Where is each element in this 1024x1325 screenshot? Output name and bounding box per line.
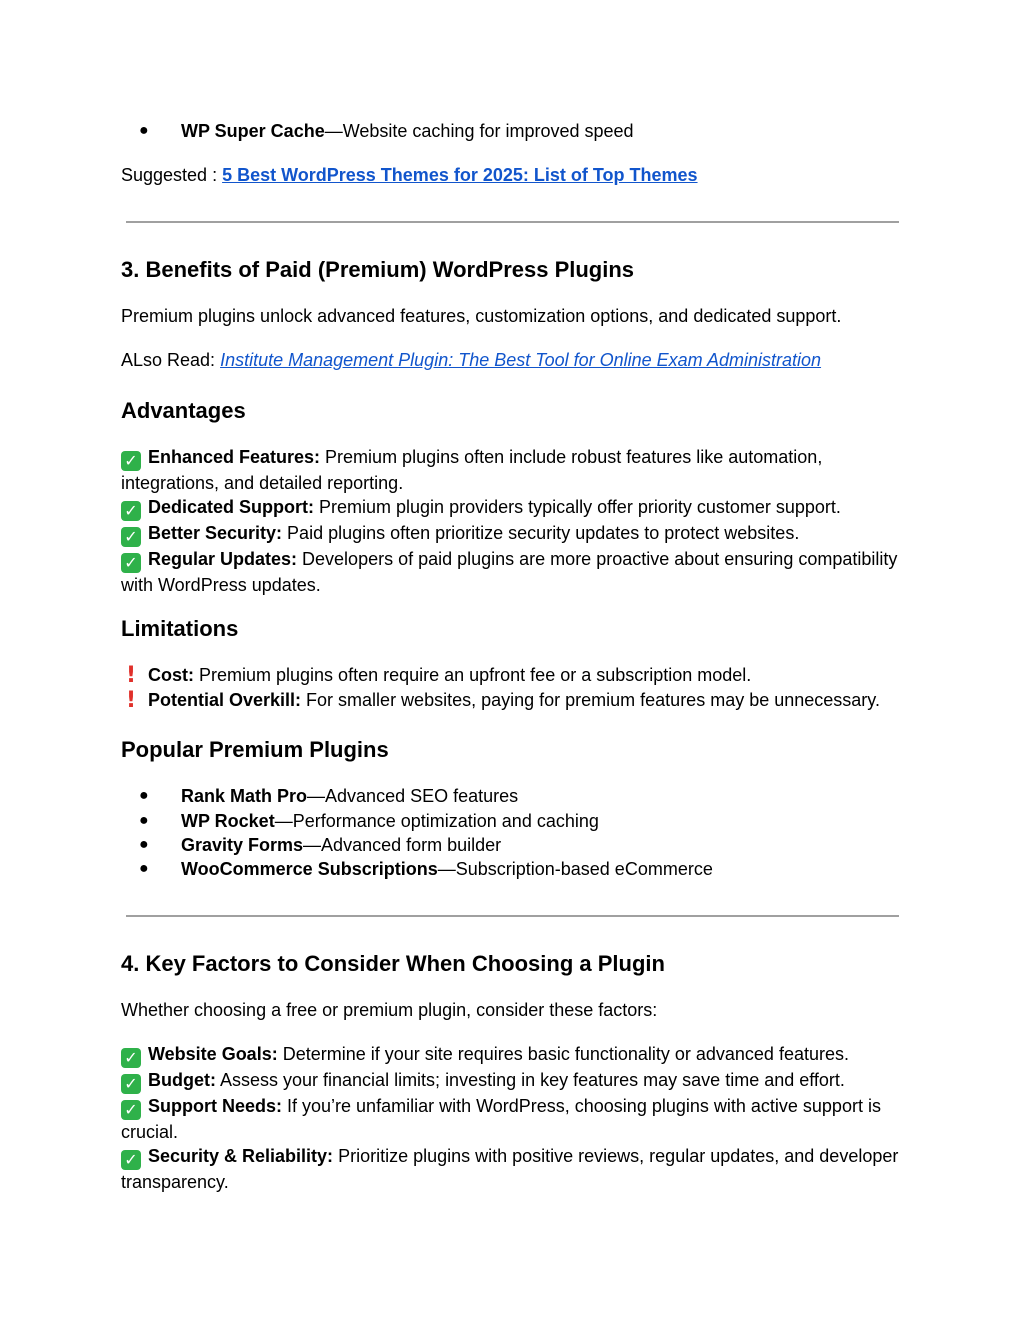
item-text: Prioritize plugins with positive reviews, regular updates, and developer transparency. xyxy=(121,1146,899,1193)
dash: — xyxy=(324,121,343,141)
subheading-advantages: Advantages xyxy=(121,398,246,423)
check-icon: ✓ xyxy=(121,1048,141,1068)
list-item xyxy=(181,119,634,143)
bullet-marker: ● xyxy=(139,122,149,139)
item-label: Better Security: xyxy=(148,523,283,544)
list-item xyxy=(181,857,713,881)
plugin-name: Rank Math Pro xyxy=(181,786,308,806)
plugin-desc: Advanced SEO features xyxy=(325,786,519,806)
factors-list xyxy=(121,1042,901,1195)
item-label: Potential Overkill: xyxy=(148,690,302,711)
item-text: Premium plugins often include robust features like automation, integrations, and detailed reporting. xyxy=(121,447,823,493)
plugin-desc: Performance optimization and caching xyxy=(292,811,599,831)
dash: — xyxy=(274,811,293,831)
plugin-desc: Subscription-based eCommerce xyxy=(455,859,713,879)
item-label: Support Needs: xyxy=(148,1096,283,1116)
item-label: Dedicated Support: xyxy=(148,497,315,518)
item-text: Determine if your site requires basic functionality or advanced features. xyxy=(277,1044,849,1064)
plugin-desc: Advanced form builder xyxy=(321,835,502,855)
bullet-marker: ● xyxy=(139,836,149,853)
list-item xyxy=(181,809,599,833)
paragraph: Premium plugins unlock advanced features, customization options, and dedicated support. xyxy=(121,306,842,326)
plugin-name: WP Rocket xyxy=(181,811,275,831)
item-label: Cost: xyxy=(148,665,194,685)
divider xyxy=(126,221,899,223)
also-read-link[interactable]: Institute Management Plugin: The Best Tool for Online Exam Administration xyxy=(220,350,822,370)
list-item xyxy=(121,1068,901,1094)
advantages-list xyxy=(121,445,901,598)
check-icon: ✓ xyxy=(121,527,141,547)
check-icon: ✓ xyxy=(121,1074,141,1094)
also-read-prefix: ALso Read: xyxy=(121,350,221,370)
item-label: Regular Updates: xyxy=(148,549,298,570)
limitations-list xyxy=(121,663,901,714)
exclamation-icon: ! xyxy=(125,688,137,714)
list-item xyxy=(121,547,901,597)
list-item xyxy=(181,784,518,808)
plugin-name: Gravity Forms xyxy=(181,835,304,855)
item-text: Premium plugins often require an upfront fee or a subscription model. xyxy=(194,665,752,685)
bullet-marker: ● xyxy=(139,812,149,829)
divider xyxy=(126,915,899,917)
list-item xyxy=(121,495,901,521)
item-label: Budget: xyxy=(148,1070,216,1090)
item-text: Developers of paid plugins are more proactive about ensuring compatibility with WordPress updates. xyxy=(121,549,898,596)
item-text: For smaller websites, paying for premium features may be unnecessary. xyxy=(301,690,880,711)
section-heading: 3. Benefits of Paid (Premium) WordPress Plugins xyxy=(121,257,635,282)
suggested-prefix: Suggested : xyxy=(121,165,223,185)
item-label: Website Goals: xyxy=(148,1044,278,1064)
subheading-limitations: Limitations xyxy=(121,616,239,641)
plugin-desc: Website caching for improved speed xyxy=(342,121,634,141)
dash: — xyxy=(303,835,322,855)
also-read-line xyxy=(121,348,821,372)
list-item xyxy=(121,1094,901,1144)
suggested-line xyxy=(121,163,698,187)
check-icon: ✓ xyxy=(121,1100,141,1120)
list-item xyxy=(121,521,901,547)
list-item xyxy=(121,688,901,713)
suggested-link[interactable]: 5 Best WordPress Themes for 2025: List of Top Themes xyxy=(222,165,698,185)
list-item xyxy=(121,663,901,688)
paragraph: Whether choosing a free or premium plugin, consider these factors: xyxy=(121,1000,658,1020)
exclamation-icon: ! xyxy=(125,663,137,688)
bullet-marker: ● xyxy=(139,860,149,877)
item-label: Enhanced Features: xyxy=(148,447,321,467)
section-heading: 4. Key Factors to Consider When Choosing a Plugin xyxy=(121,951,665,976)
list-item xyxy=(181,833,501,857)
list-item xyxy=(121,1042,901,1068)
dash: — xyxy=(437,859,456,879)
list-item xyxy=(121,1144,901,1194)
item-label: Security & Reliability: xyxy=(148,1146,334,1167)
plugin-name: WooCommerce Subscriptions xyxy=(181,859,438,879)
plugin-name: WP Super Cache xyxy=(181,121,325,141)
item-text: Assess your financial limits; investing in key features may save time and effort. xyxy=(215,1070,845,1090)
item-text: If you’re unfamiliar with WordPress, choosing plugins with active support is crucial. xyxy=(121,1096,881,1142)
bullet-marker: ● xyxy=(139,787,149,804)
list-item xyxy=(121,445,901,495)
dash: — xyxy=(307,786,326,806)
check-icon: ✓ xyxy=(121,1150,141,1170)
item-text: Paid plugins often prioritize security updates to protect websites. xyxy=(282,523,800,544)
item-text: Premium plugin providers typically offer priority customer support. xyxy=(314,497,841,518)
subheading-popular: Popular Premium Plugins xyxy=(121,737,389,762)
check-icon: ✓ xyxy=(121,451,141,471)
check-icon: ✓ xyxy=(121,501,141,521)
check-icon: ✓ xyxy=(121,553,141,573)
